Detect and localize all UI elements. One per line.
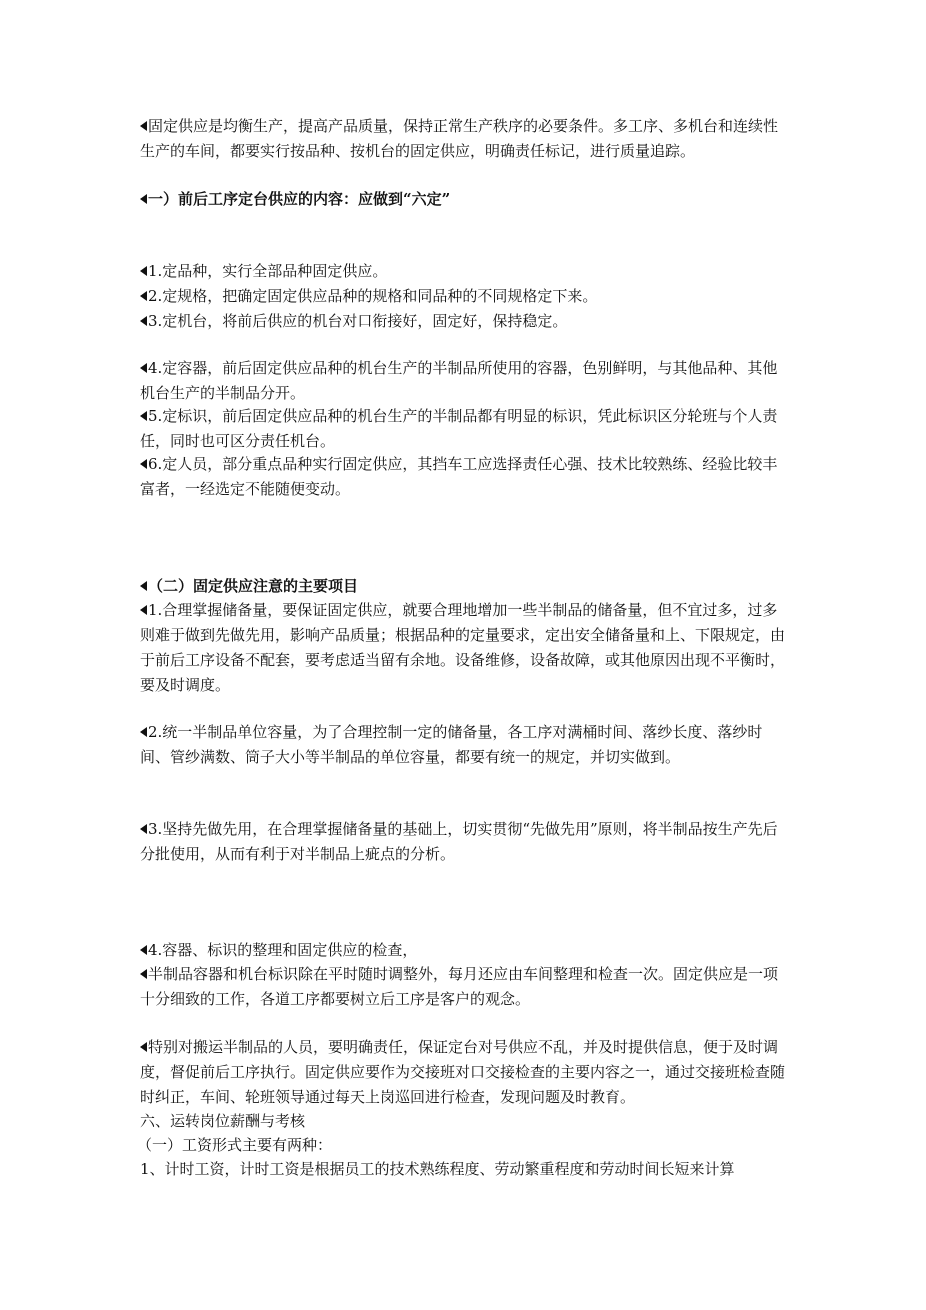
bullet-triangle-icon	[140, 363, 147, 373]
section-heading-1: 一）前后工序定台供应的内容：应做到“六定”	[140, 187, 790, 212]
note-item-1: 1.合理掌握储备量，要保证固定供应，就要合理地增加一些半制品的储备量，但不宜过多，过多则难于做到先做先用，影响产品质量；根据品种的定量要求，定出安全储备量和上、下限规定，由于前后工序设备不配套，要考虑适当留有余地。设备维修，设备故障，或其他原因出现不平衡时，要及时调度。	[140, 601, 786, 694]
body-line: 1、计时工资，计时工资是根据员工的技术熟练程度、劳动繁重程度和劳动时间长短来计算	[140, 1160, 735, 1178]
bullet-triangle-icon	[140, 411, 147, 421]
note-item-3: 3.坚持先做先用，在合理掌握储备量的基础上，切实贯彻“先做先用”原则，将半制品按生产先后分批使用，从而有利于对半制品上疵点的分析。	[140, 820, 778, 863]
note-item-5: 特别对搬运半制品的人员，要明确责任，保证定台对号供应不乱，并及时提供信息，便于及时调度，督促前后工序执行。固定供应要作为交接班对口交接检查的主要内容之一，通过交接班检查随时纠正，车间、轮班领导通过每天上岗巡回进行检查，发现问题及时教育。	[140, 1038, 786, 1106]
bullet-triangle-icon	[140, 605, 147, 615]
note-item-4: 4.容器、标识的整理和固定供应的检查，	[140, 938, 790, 963]
list-item-4: 4.定容器，前后固定供应品种的机台生产的半制品所使用的容器，色别鲜明，与其他品种、其他机台生产的半制品分开。	[140, 359, 778, 402]
bullet-triangle-icon	[140, 581, 147, 591]
bullet-triangle-icon	[140, 969, 147, 979]
bullet-triangle-icon	[140, 824, 147, 834]
intro-paragraph: 固定供应是均衡生产，提高产品质量，保持正常生产秩序的必要条件。多工序、多机台和连续性生产的车间，都要实行按品种、按机台的固定供应，明确责任标记，进行质量追踪。	[140, 117, 779, 160]
bullet-triangle-icon	[140, 1042, 147, 1052]
note-item-4-detail: 半制品容器和机台标识除在平时随时调整外，每月还应由车间整理和检查一次。固定供应是一项十分细致的工作，各道工序都要树立后工序是客户的观念。	[140, 965, 779, 1008]
bullet-triangle-icon	[140, 945, 147, 955]
section-heading-2: （二）固定供应注意的主要项目	[140, 574, 790, 599]
section-six-heading: 六、运转岗位薪酬与考核	[140, 1112, 306, 1130]
bullet-triangle-icon	[140, 316, 147, 326]
bullet-triangle-icon	[140, 291, 147, 301]
list-item-1: 1.定品种，实行全部品种固定供应。	[140, 259, 790, 284]
list-item-3: 3.定机台，将前后供应的机台对口衔接好，固定好，保持稳定。	[140, 309, 790, 334]
list-item-2: 2.定规格，把确定固定供应品种的规格和同品种的不同规格定下来。	[140, 284, 790, 309]
list-item-6: 6.定人员，部分重点品种实行固定供应，其挡车工应选择责任心强、技术比较熟练、经验比较丰富者，一经选定不能随便变动。	[140, 455, 778, 498]
bullet-triangle-icon	[140, 121, 147, 131]
bullet-triangle-icon	[140, 459, 147, 469]
note-item-2: 2.统一半制品单位容量，为了合理控制一定的储备量，各工序对满桶时间、落纱长度、落纱时间、管纱满数、筒子大小等半制品的单位容量，都要有统一的规定，并切实做到。	[140, 723, 763, 766]
bullet-triangle-icon	[140, 727, 147, 737]
subsection-heading: （一）工资形式主要有两种：	[137, 1136, 333, 1154]
bullet-triangle-icon	[140, 194, 147, 204]
bullet-triangle-icon	[140, 266, 147, 276]
list-item-5: 5.定标识，前后固定供应品种的机台生产的半制品都有明显的标识，凭此标识区分轮班与个人责任，同时也可区分责任机台。	[140, 407, 778, 450]
